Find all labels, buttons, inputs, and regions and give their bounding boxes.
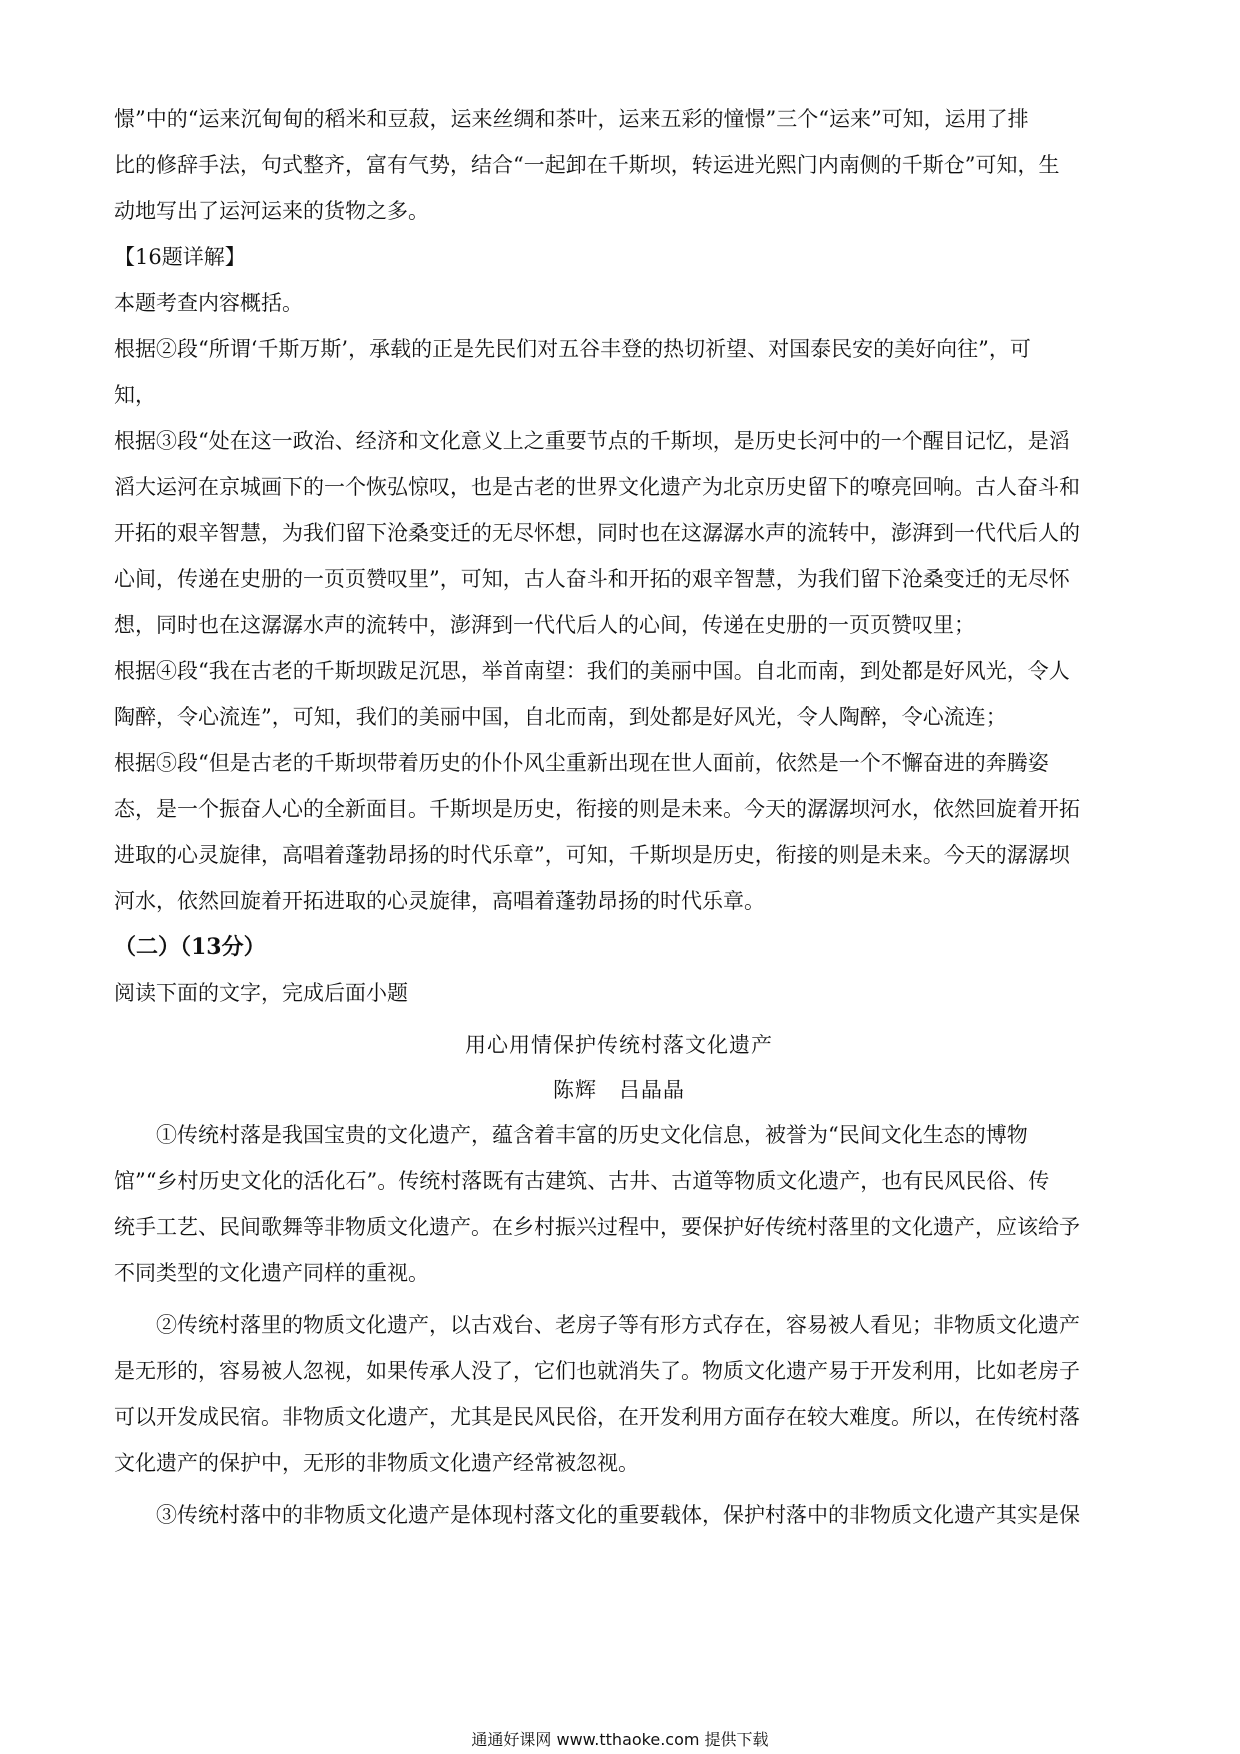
article-title: 用心用情保护传统村落文化遗产 xyxy=(465,1033,773,1057)
text-line: 比的修辞手法，句式整齐，富有气势，结合“一起卸在千斯坝，转运进光熙门内南侧的千斯仓”可知，生 xyxy=(114,153,1060,177)
q16-heading: 【16题详解】 xyxy=(114,245,246,269)
text-line: 陶醉，令心流连”，可知，我们的美丽中国，自北而南，到处都是好风光，令人陶醉，令心流连； xyxy=(114,705,1007,729)
text-line: 根据⑤段“但是古老的千斯坝带着历史的仆仆风尘重新出现在世人面前，依然是一个不懈奋进的奔腾姿 xyxy=(114,751,1049,775)
text-line: 根据③段“处在这一政治、经济和文化意义上之重要节点的千斯坝，是历史长河中的一个醒目记忆，是滔 xyxy=(114,429,1070,453)
text-line: 滔大运河在京城画下的一个恢弘惊叹，也是古老的世界文化遗产为北京历史留下的嘹亮回响。古人奋斗和 xyxy=(114,475,1080,499)
answer-intro-block xyxy=(114,96,1124,234)
text-line: 动地写出了运河运来的货物之多。 xyxy=(114,199,429,223)
article-paragraph-1 xyxy=(114,1112,1124,1296)
text-line: 文化遗产的保护中，无形的非物质文化遗产经常被忽视。 xyxy=(114,1451,639,1475)
text-line: ③传统村落中的非物质文化遗产是体现村落文化的重要载体，保护村落中的非物质文化遗产其实是保 xyxy=(156,1503,1080,1527)
q16-explanation-block xyxy=(114,326,1124,924)
text-line: ②传统村落里的物质文化遗产，以古戏台、老房子等有形方式存在，容易被人看见；非物质文化遗产 xyxy=(156,1313,1080,1337)
text-line: 馆”“乡村历史文化的活化石”。传统村落既有古建筑、古井、古道等物质文化遗产，也有民风民俗、传 xyxy=(114,1169,1050,1193)
article-paragraph-2 xyxy=(114,1302,1124,1486)
text-line: 是无形的，容易被人忽视，如果传承人没了，它们也就消失了。物质文化遗产易于开发利用，比如老房子 xyxy=(114,1359,1080,1383)
text-line: 河水，依然回旋着开拓进取的心灵旋律，高唱着蓬勃昂扬的时代乐章。 xyxy=(114,889,765,913)
q16-intro: 本题考查内容概括。 xyxy=(114,291,303,315)
article-paragraph-3 xyxy=(114,1492,1124,1538)
text-line: 知， xyxy=(114,383,156,407)
text-line: 根据④段“我在古老的千斯坝跋足沉思，举首南望：我们的美丽中国。自北而南，到处都是好风光，令人 xyxy=(114,659,1070,683)
text-line: 憬”中的“运来沉甸甸的稻米和豆菽，运来丝绸和茶叶，运来五彩的憧憬”三个“运来”可知，运用了排 xyxy=(114,107,1029,131)
text-line: 根据②段“所谓‘千斯万斯’，承载的正是先民们对五谷丰登的热切祈望、对国泰民安的美好向往”，可 xyxy=(114,337,1031,361)
text-line: 开拓的艰辛智慧，为我们留下沧桑变迁的无尽怀想，同时也在这潺潺水声的流转中，澎湃到一代代后人的 xyxy=(114,521,1080,545)
text-line: 进取的心灵旋律，高唱着蓬勃昂扬的时代乐章”，可知，千斯坝是历史，衔接的则是未来。今天的潺潺坝 xyxy=(114,843,1070,867)
text-line: 可以开发成民宿。非物质文化遗产，尤其是民风民俗，在开发利用方面存在较大难度。所以，在传统村落 xyxy=(114,1405,1080,1429)
page-footer: 通通好课网 www.tthaoke.com 提供下载 xyxy=(471,1730,769,1749)
text-line: ①传统村落是我国宝贵的文化遗产，蕴含着丰富的历史文化信息，被誉为“民间文化生态的博物 xyxy=(156,1123,1028,1147)
section-heading: （二）（13分） xyxy=(114,934,266,960)
article-authors: 陈辉 吕晶晶 xyxy=(553,1078,685,1102)
text-line: 不同类型的文化遗产同样的重视。 xyxy=(114,1261,429,1285)
text-line: 想，同时也在这潺潺水声的流转中，澎湃到一代代后人的心间，传递在史册的一页页赞叹里； xyxy=(114,613,975,637)
reading-instruction: 阅读下面的文字，完成后面小题 xyxy=(114,981,408,1005)
document-content xyxy=(114,96,1124,1538)
text-line: 统手工艺、民间歌舞等非物质文化遗产。在乡村振兴过程中，要保护好传统村落里的文化遗产，应该给予 xyxy=(114,1215,1080,1239)
text-line: 态，是一个振奋人心的全新面目。千斯坝是历史，衔接的则是未来。今天的潺潺坝河水，依然回旋着开拓 xyxy=(114,797,1080,821)
text-line: 心间，传递在史册的一页页赞叹里”，可知，古人奋斗和开拓的艰辛智慧，为我们留下沧桑变迁的无尽怀 xyxy=(114,567,1070,591)
